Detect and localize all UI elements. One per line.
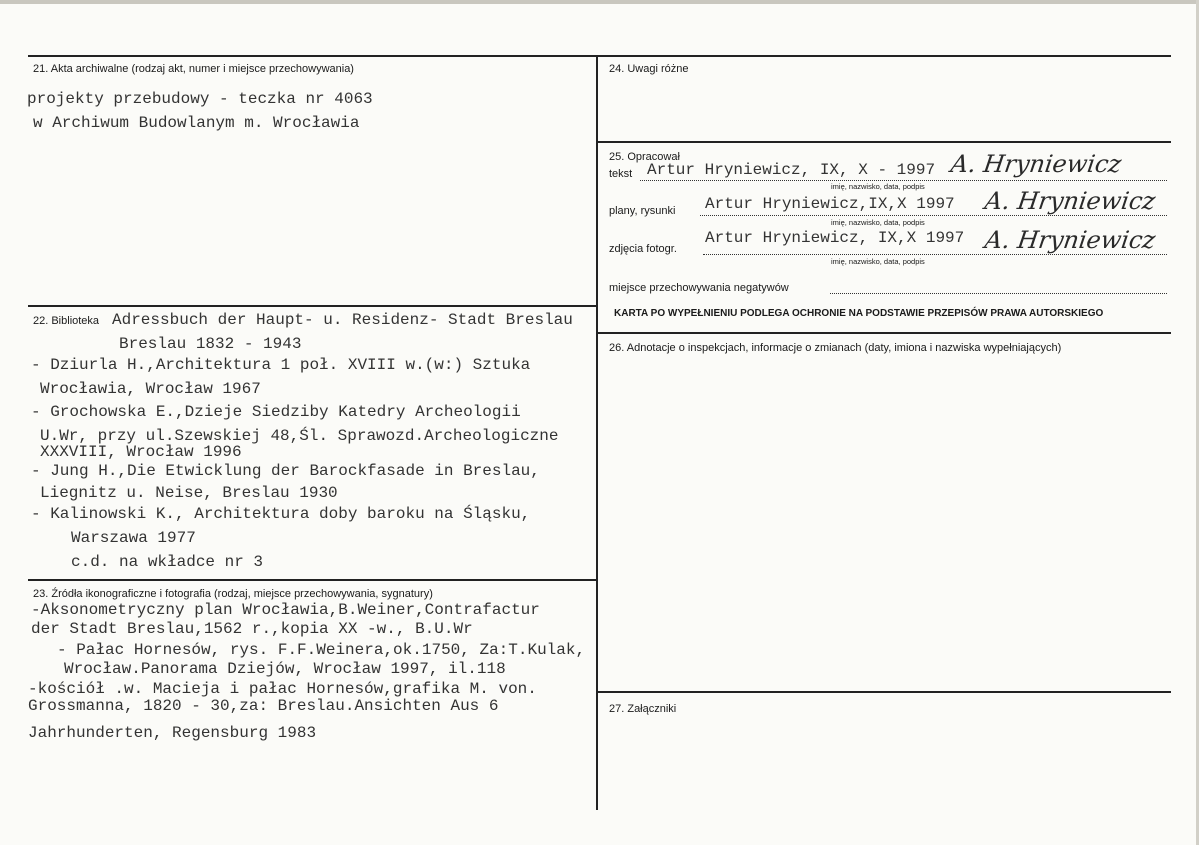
text-author-signature: A. Hryniewicz [949, 150, 1124, 178]
photos-author-signature: A. Hryniewicz [983, 226, 1158, 254]
iconography-line: Jahrhunderten, Regensburg 1983 [28, 724, 317, 742]
bibliography-line: U.Wr, przy ul.Szewskiej 48,Śl. Sprawozd.Archeologiczne [40, 427, 559, 445]
rule-25-26 [596, 332, 1171, 334]
section-23-label: 23. Źródła ikonograficzne i fotografia (rodzaj, miejsce przechowywania, sygnatury) [33, 588, 433, 600]
drawings-author-field-line [700, 215, 1167, 216]
rule-22-23 [28, 579, 598, 581]
negatives-storage-label: miejsce przechowywania negatywów [609, 282, 789, 294]
bibliography-line: c.d. na wkładce nr 3 [71, 553, 264, 571]
section-21-line: w Archiwum Budowlanym m. Wrocławia [33, 114, 360, 132]
iconography-line: der Stadt Breslau,1562 r.,kopia XX -w., B.U.Wr [31, 620, 473, 638]
iconography-line: -kościół .w. Macieja i pałac Hornesów,grafika M. von. [28, 680, 537, 698]
bibliography-line: Liegnitz u. Neise, Breslau 1930 [40, 484, 338, 502]
text-author-field-line [640, 180, 1167, 181]
bibliography-line: Adressbuch der Haupt- u. Residenz- Stadt Breslau [112, 311, 573, 329]
drawings-author-value: Artur Hryniewicz,IX,X 1997 [705, 195, 955, 213]
drawings-author-field-hint: imię, nazwisko, data, podpis [831, 218, 925, 227]
iconography-line: Grossmanna, 1820 - 30,za: Breslau.Ansichten Aus 6 [28, 697, 499, 715]
card-top-edge [0, 0, 1199, 4]
photos-author-field-line [703, 254, 1167, 255]
photos-author-label: zdjęcia fotogr. [609, 243, 677, 255]
copyright-notice: KARTA PO WYPEŁNIENIU PODLEGA OCHRONIE NA PODSTAWIE PRZEPISÓW PRAWA AUTORSKIEGO [614, 308, 1104, 319]
form-top-rule [28, 55, 1171, 57]
iconography-line: - Pałac Hornesów, rys. F.F.Weinera,ok.1750, Za:T.Kulak, [57, 641, 586, 659]
photos-author-value: Artur Hryniewicz, IX,X 1997 [705, 229, 965, 247]
section-24-label: 24. Uwagi różne [609, 63, 689, 75]
bibliography-line: Warszawa 1977 [71, 529, 196, 547]
section-27-label: 27. Załączniki [609, 703, 677, 715]
form-center-divider [596, 55, 598, 810]
rule-26-27 [596, 691, 1171, 693]
text-author-label: tekst [609, 168, 633, 180]
rule-21-22 [28, 305, 598, 307]
drawings-author-signature: A. Hryniewicz [983, 187, 1158, 215]
iconography-line: -Aksonometryczny plan Wrocławia,B.Weiner,Contrafactur [31, 601, 540, 619]
section-22-label: 22. Biblioteka [33, 315, 100, 327]
section-21-line: projekty przebudowy - teczka nr 4063 [27, 90, 373, 108]
section-25-label: 25. Opracował [609, 151, 680, 163]
iconography-line: Wrocław.Panorama Dziejów, Wrocław 1997, il.118 [64, 660, 506, 678]
text-author-field-hint: imię, nazwisko, data, podpis [831, 182, 925, 191]
bibliography-line: - Dziurla H.,Architektura 1 poł. XVIII w.(w:) Sztuka [31, 356, 531, 374]
drawings-author-label: plany, rysunki [609, 205, 676, 217]
bibliography-line: Breslau 1832 - 1943 [119, 335, 302, 353]
rule-24-25 [596, 141, 1171, 143]
section-21-label: 21. Akta archiwalne (rodzaj akt, numer i miejsce przechowywania) [33, 63, 354, 75]
bibliography-line: - Jung H.,Die Etwicklung der Barockfasade in Breslau, [31, 462, 540, 480]
text-author-value: Artur Hryniewicz, IX, X - 1997 [647, 161, 936, 179]
bibliography-line: - Grochowska E.,Dzieje Siedziby Katedry Archeologii [31, 403, 521, 421]
bibliography-line: - Kalinowski K., Architektura doby baroku na Śląsku, [31, 505, 531, 523]
section-26-label: 26. Adnotacje o inspekcjach, informacje o zmianach (daty, imiona i nazwiska wypełniających) [609, 342, 1062, 354]
bibliography-line: Wrocławia, Wrocław 1967 [40, 380, 261, 398]
bibliography-line: XXXVIII, Wrocław 1996 [40, 443, 242, 461]
photos-author-field-hint: imię, nazwisko, data, podpis [831, 257, 925, 266]
negatives-storage-field-line [830, 293, 1167, 294]
